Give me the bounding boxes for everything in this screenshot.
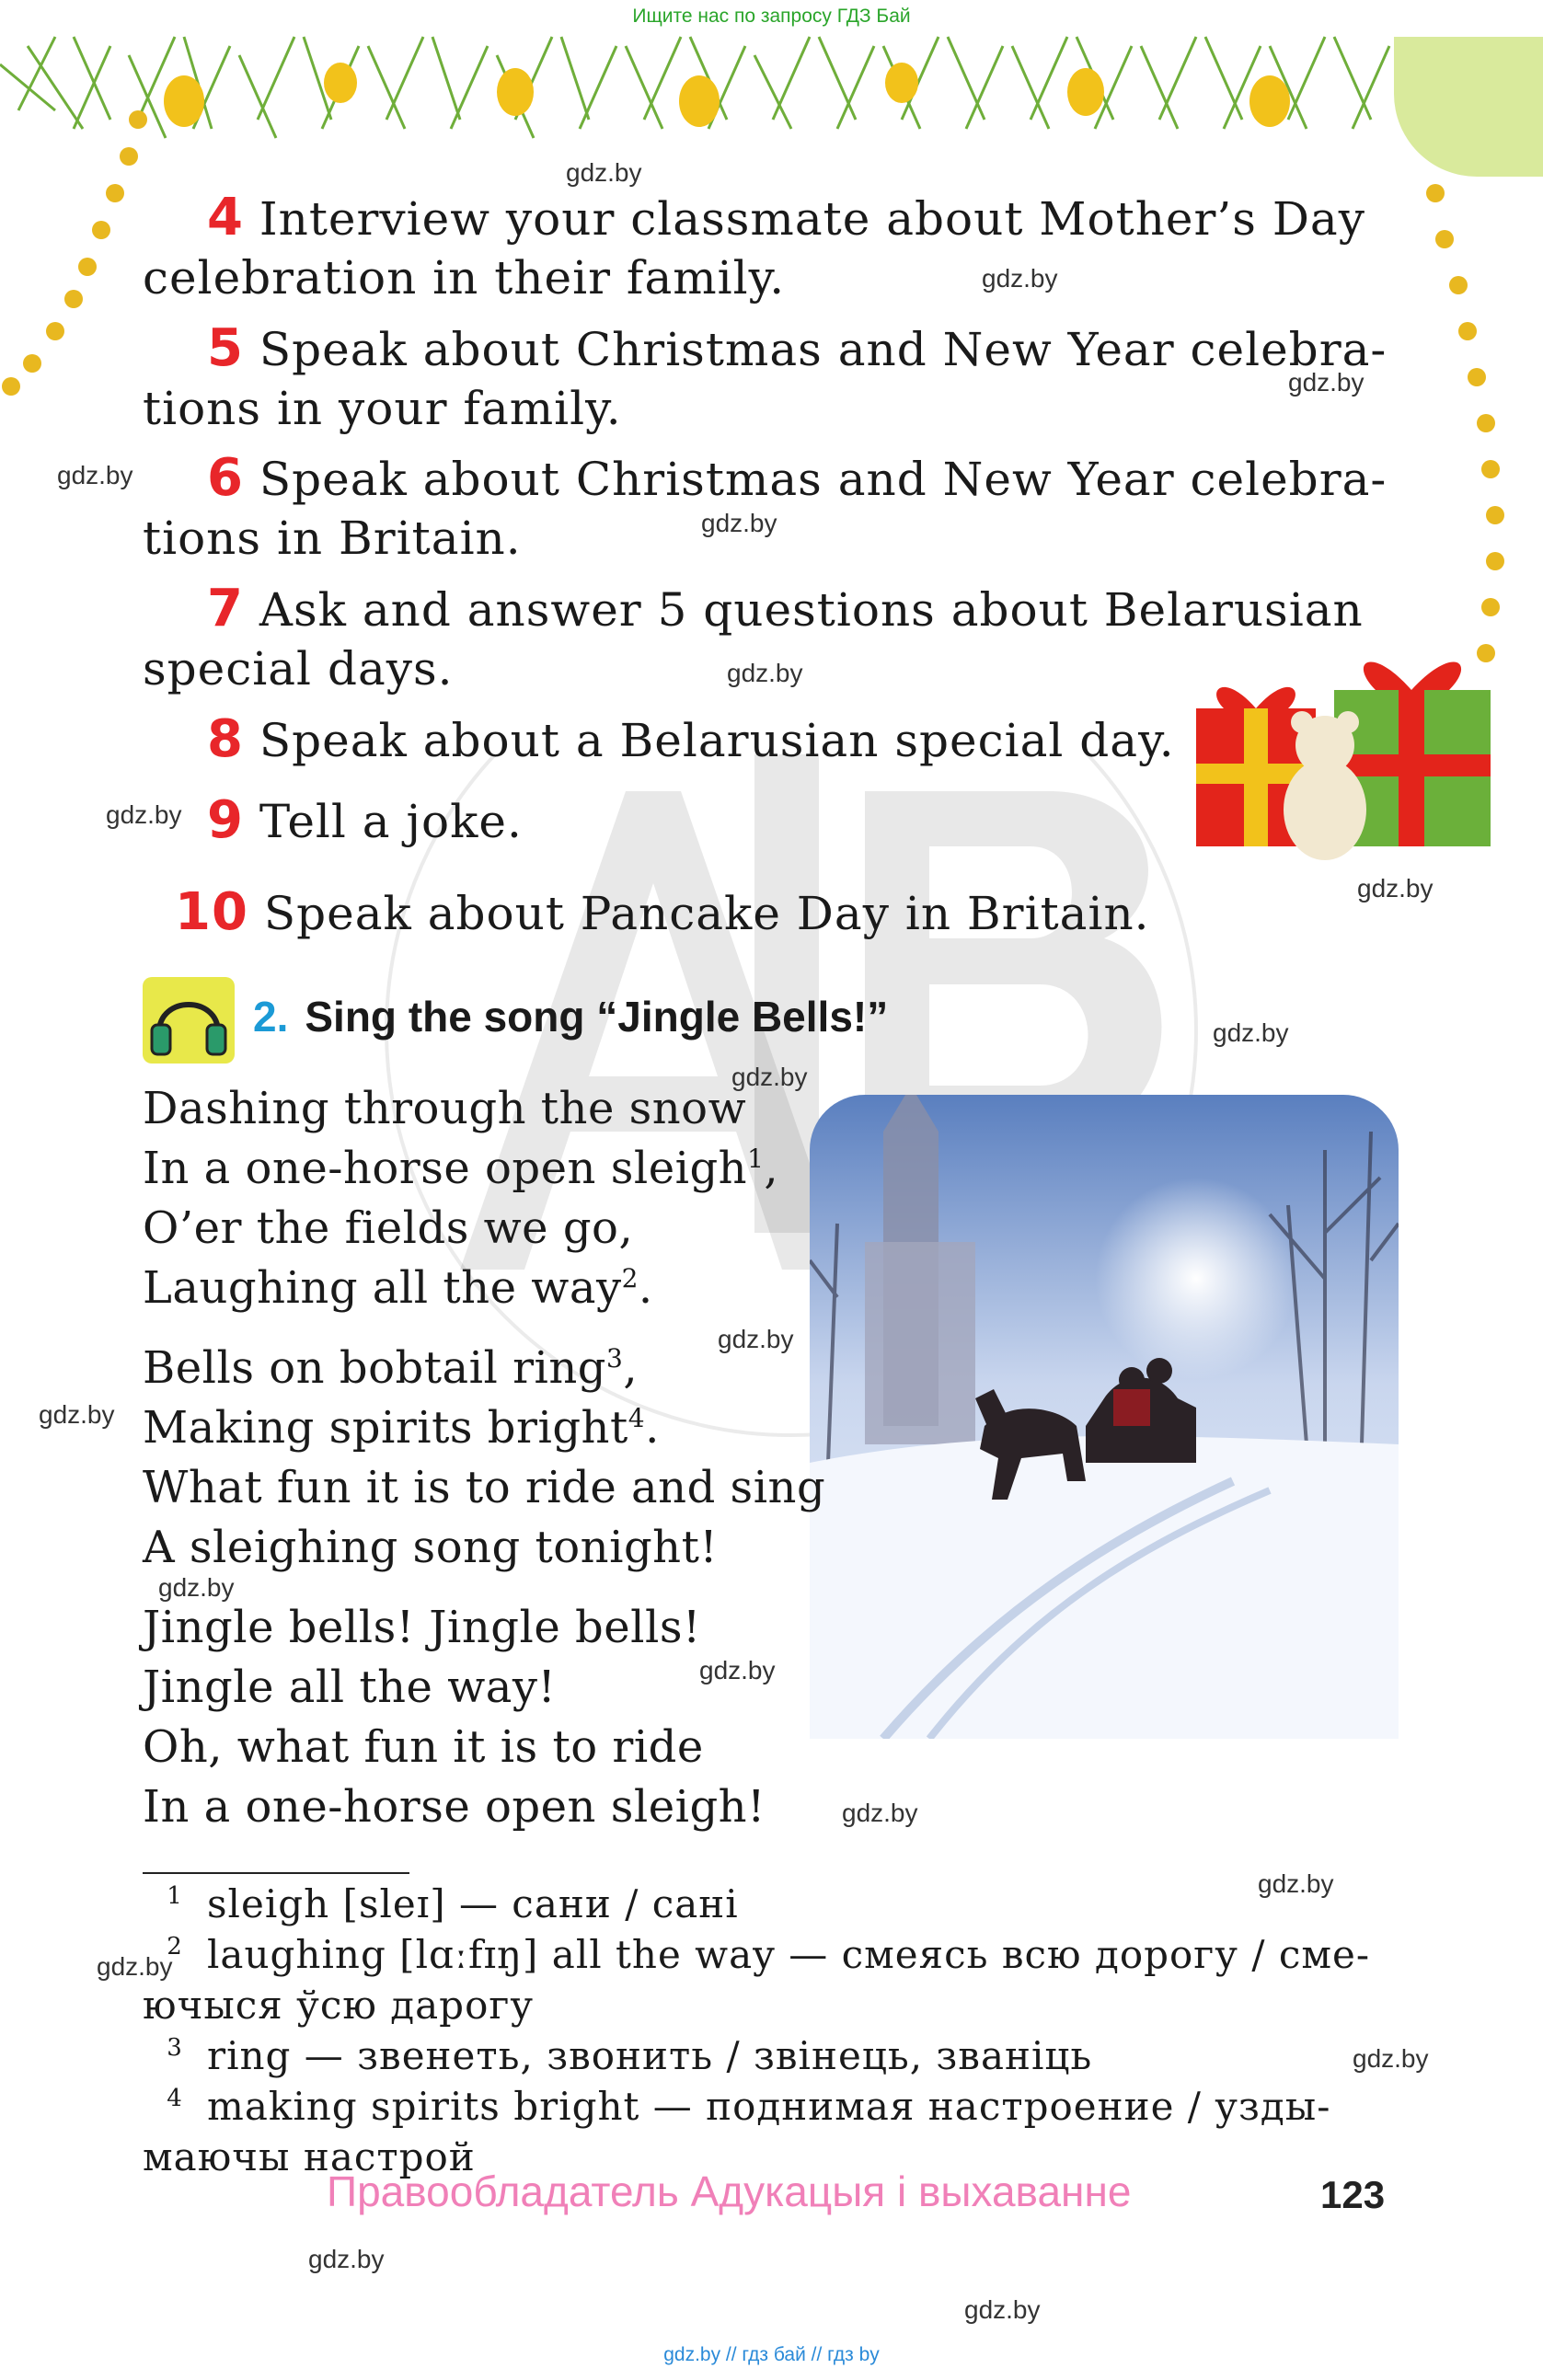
- christmas-garland-decoration: [0, 28, 1417, 166]
- winter-sleigh-illustration: [810, 1095, 1399, 1739]
- task-text-line1: Speak about Christmas and New Year celebra-: [259, 453, 1388, 506]
- gdz-watermark: gdz.by: [308, 2245, 385, 2273]
- gdz-watermark: gdz.by: [964, 2295, 1041, 2324]
- task-item-9: [143, 791, 1389, 851]
- gdz-watermark: gdz.by: [731, 1063, 808, 1091]
- task-number: 7: [207, 579, 244, 638]
- page-number: 123: [1320, 2173, 1386, 2216]
- footnote-2: 2 laughing [lɑːfɪŋ] all the way — смеясь всю дорогу / сме-: [167, 1932, 1371, 1977]
- song-lyrics: [143, 1079, 825, 1857]
- task-text-line1: Speak about a Belarusian special day.: [259, 714, 1175, 767]
- task-text-line1: Ask and answer 5 questions about Belarusian: [259, 583, 1364, 637]
- gdz-watermark: gdz.by: [701, 509, 777, 537]
- gdz-watermark: gdz.by: [106, 800, 182, 829]
- gdz-watermark: gdz.by: [1353, 2044, 1429, 2073]
- gdz-watermark: gdz.by: [699, 1656, 776, 1684]
- footer-links-note: gdz.by // гдз бай // гдз by: [663, 2344, 880, 2365]
- exercise-number: 2.: [253, 993, 289, 1041]
- task-text-line1: Tell a joke.: [259, 795, 523, 848]
- song-line: In a one-horse open sleigh!: [143, 1781, 766, 1833]
- gdz-watermark: gdz.by: [1288, 368, 1365, 397]
- footnote-2-continued: ючыся ўсю дарогу: [143, 1983, 535, 2028]
- song-line: O’er the fields we go,: [143, 1202, 634, 1254]
- gdz-watermark: gdz.by: [158, 1573, 235, 1602]
- gdz-watermark: gdz.by: [57, 461, 133, 489]
- task-item-4: [143, 189, 1389, 307]
- song-line: Bells on bobtail ring$^3$,: [143, 1342, 639, 1394]
- gdz-watermark: gdz.by: [1357, 874, 1434, 903]
- song-line: Jingle bells! Jingle bells!: [143, 1602, 701, 1653]
- gdz-watermark: gdz.by: [842, 1799, 918, 1827]
- gdz-watermark: gdz.by: [39, 1400, 115, 1429]
- task-text-line1: Speak about Pancake Day in Britain.: [263, 887, 1150, 940]
- footnote-3: 3 ring — звенеть, звонить / звiнець, званiць: [167, 2033, 1093, 2078]
- gdz-watermark: gdz.by: [982, 264, 1058, 293]
- header-search-note: Ищите нас по запросу ГДЗ Бай: [632, 6, 911, 27]
- footnote-4: 4 making spirits bright — поднимая настроение / узды-: [167, 2084, 1331, 2129]
- footnote-divider: [143, 1872, 409, 1874]
- task-number: 4: [207, 188, 244, 247]
- task-text-line1: Speak about Christmas and New Year celebra-: [259, 323, 1388, 376]
- task-number: 10: [175, 882, 248, 942]
- song-line: Oh, what fun it is to ride: [143, 1721, 704, 1773]
- task-number: 6: [207, 448, 244, 508]
- song-line: In a one-horse open sleigh$^1$,: [143, 1143, 779, 1194]
- task-item-8: [143, 710, 1389, 770]
- gdz-watermark: gdz.by: [1258, 1869, 1334, 1898]
- headphones-icon: [143, 977, 235, 1064]
- song-line: Laughing all the way$^2$.: [143, 1262, 653, 1314]
- footnote-ref: 4: [628, 1403, 646, 1433]
- footnotes: [143, 1879, 1389, 2182]
- footnote-ref: 2: [621, 1263, 639, 1293]
- task-text-line2: celebration in their family.: [143, 251, 786, 305]
- exercise-title: Sing the song “Jingle Bells!”: [305, 993, 889, 1041]
- gdz-watermark: gdz.by: [718, 1325, 794, 1353]
- gdz-watermark: gdz.by: [1213, 1018, 1289, 1047]
- song-line: A sleighing song tonight!: [143, 1522, 719, 1573]
- task-item-7: [143, 580, 1389, 698]
- task-text-line1: Interview your classmate about Mother’s Day: [259, 192, 1365, 246]
- task-number: 9: [207, 790, 244, 850]
- footnote-4-continued: маючы настрой: [143, 2134, 476, 2179]
- task-item-6: [143, 449, 1389, 568]
- bead-chain-left-decoration: [0, 101, 166, 405]
- task-number: 5: [207, 318, 244, 378]
- song-line: What fun it is to ride and sing: [143, 1462, 826, 1513]
- footnote-1: 1 sleigh [sleɪ] — сани / санi: [167, 1881, 739, 1926]
- task-text-line2: special days.: [143, 642, 454, 696]
- song-line: Dashing through the snow: [143, 1083, 747, 1134]
- task-text-line2: tions in your family.: [143, 382, 622, 435]
- copyright-notice: Правообладатель Адукацыя i выхаванне: [327, 2167, 1132, 2215]
- song-stanza-2: [143, 1339, 825, 1578]
- task-item-5: [143, 319, 1389, 438]
- task-number: 8: [207, 709, 244, 769]
- task-item-10: [175, 883, 1422, 943]
- song-line: Jingle all the way!: [143, 1661, 557, 1713]
- footnote-ref: 1: [747, 1144, 765, 1174]
- gdz-watermark: gdz.by: [566, 158, 642, 187]
- task-text-line2: tions in Britain.: [143, 512, 522, 565]
- gdz-watermark: gdz.by: [97, 1952, 173, 1981]
- song-line: Making spirits bright$^4$.: [143, 1402, 660, 1454]
- exercise-heading: [253, 992, 888, 1041]
- gdz-watermark: gdz.by: [727, 659, 803, 687]
- footnote-ref: 3: [606, 1343, 624, 1374]
- song-stanza-1: [143, 1079, 825, 1318]
- song-chorus: [143, 1598, 825, 1837]
